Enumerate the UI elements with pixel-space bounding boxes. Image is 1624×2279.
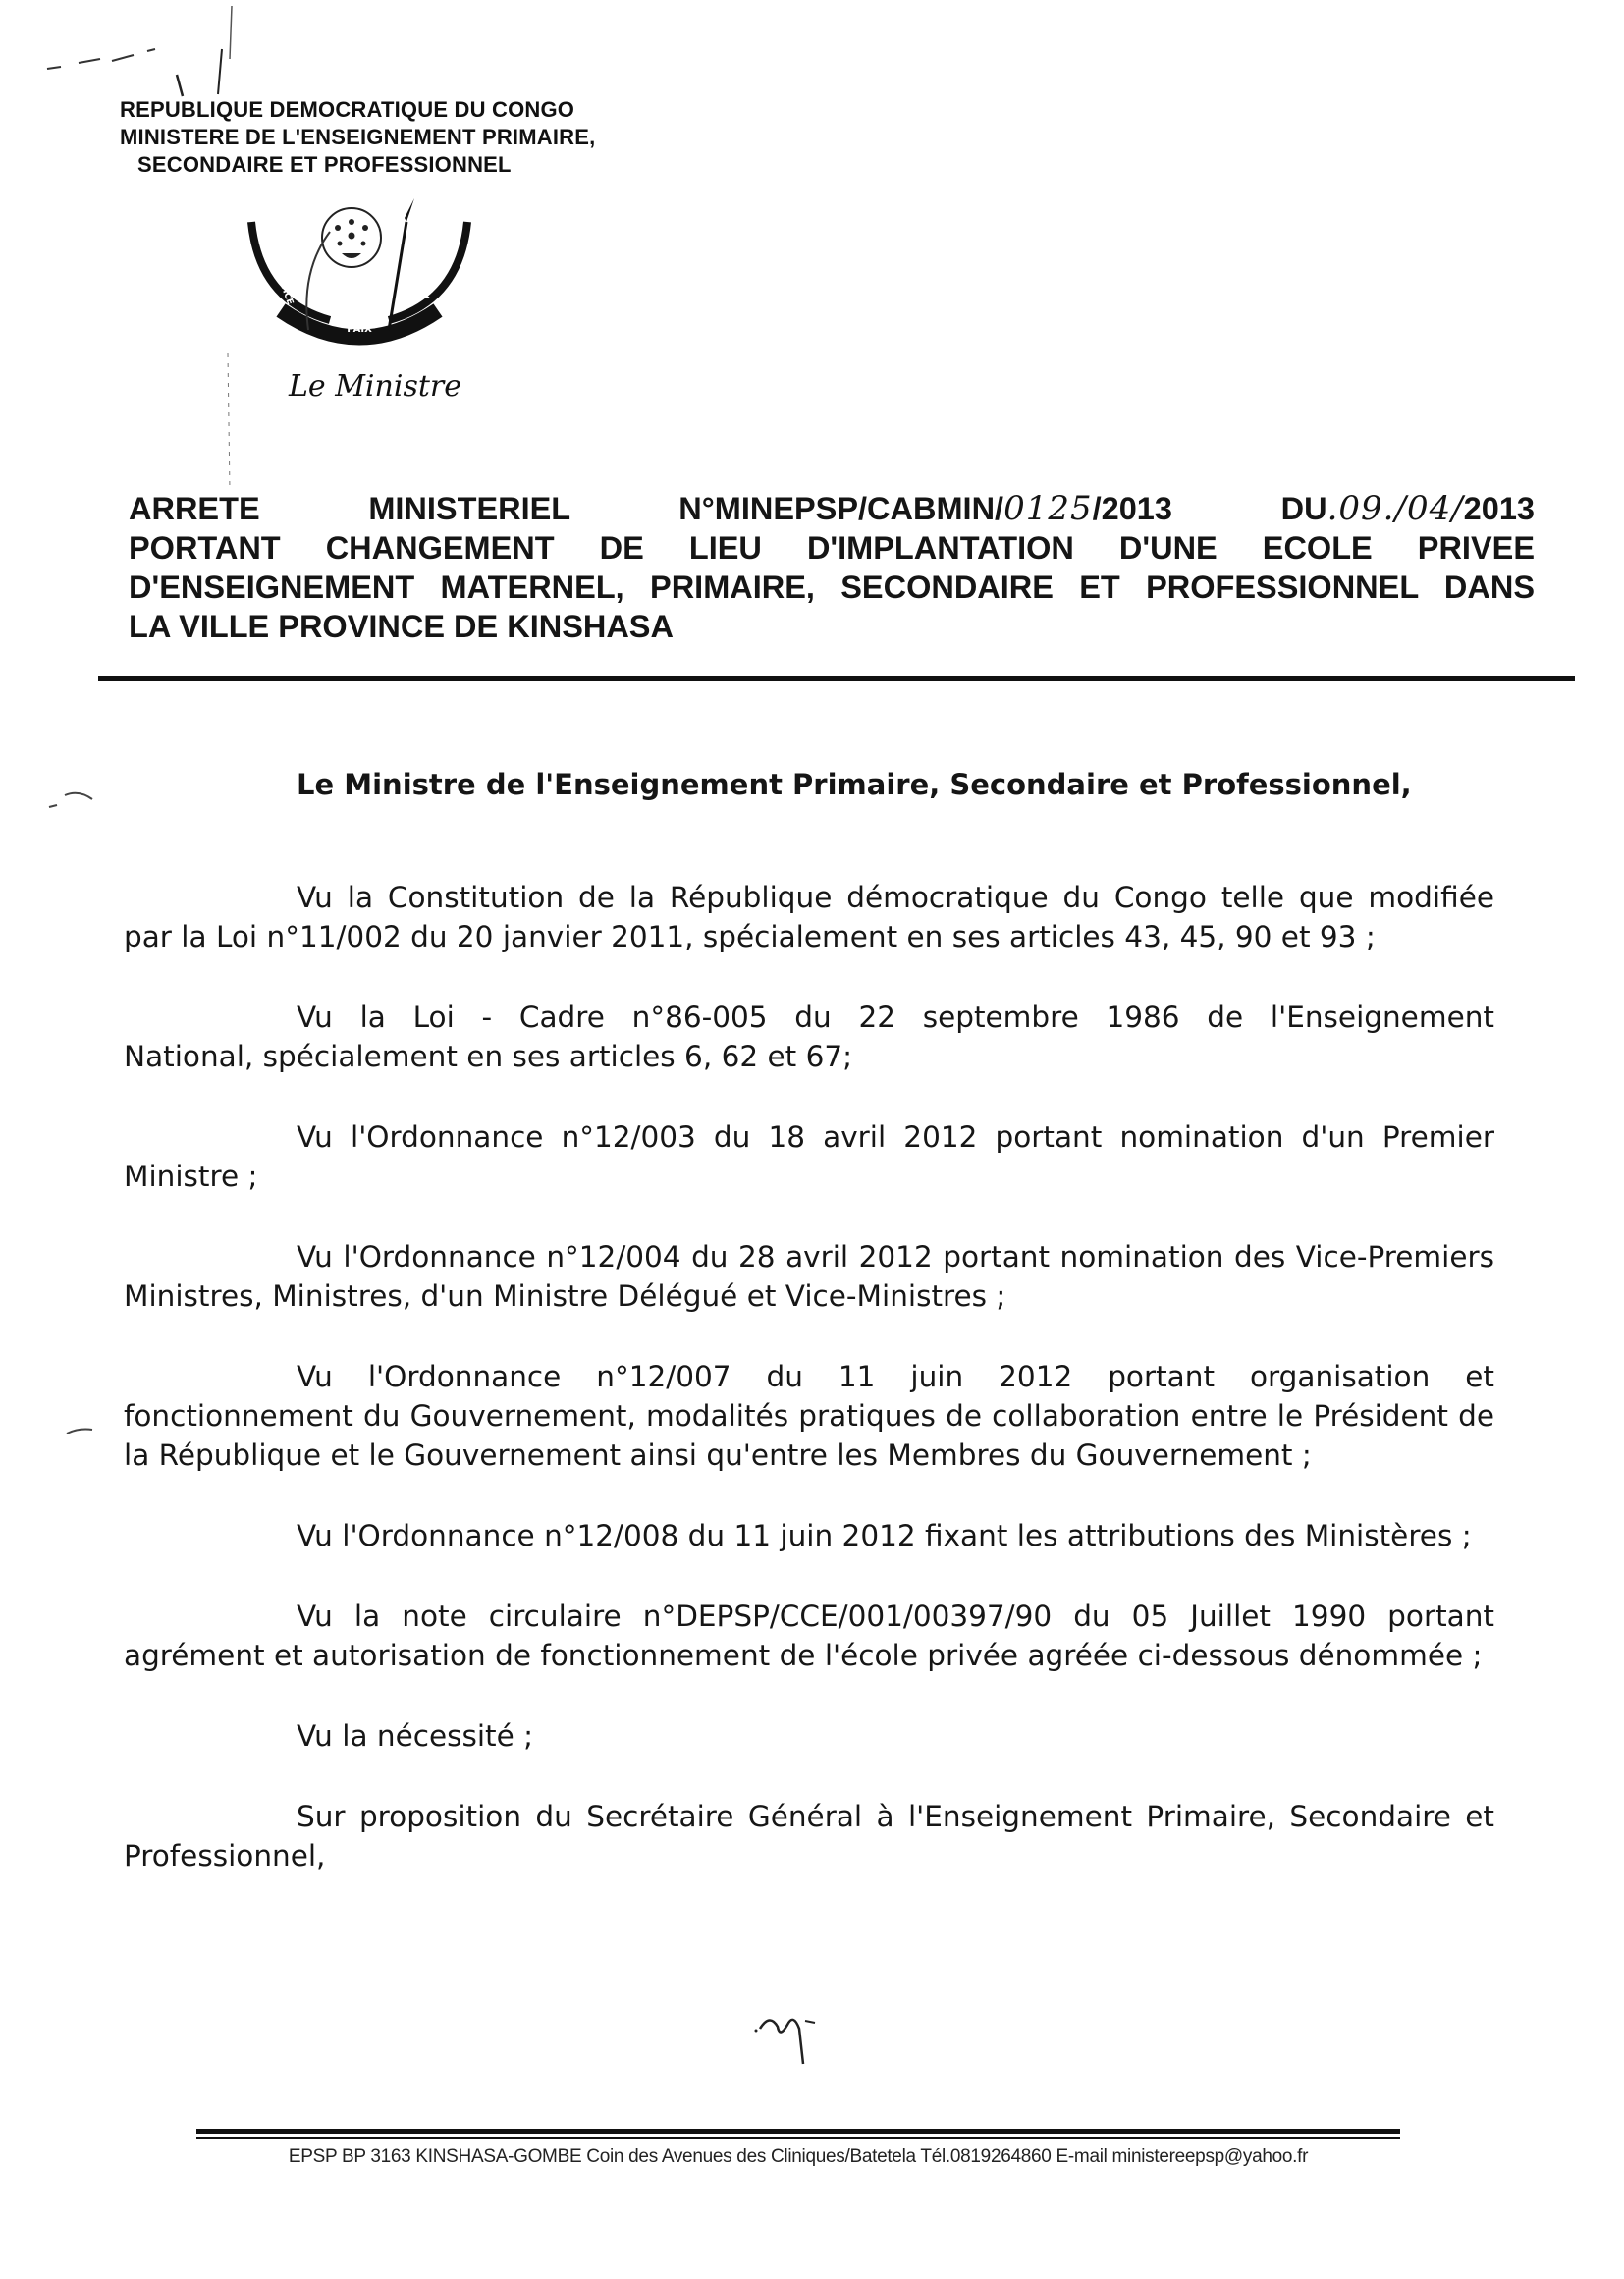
footer-address: EPSP BP 3163 KINSHASA-GOMBE Coin des Avenues des Cliniques/Batetela Tél.0819264860 E-mail ministereepsp@yahoo.fr (288, 2146, 1309, 2167)
motto-justice: JUSTICE (272, 266, 296, 307)
paragraph-first-line: Vu la note circulaire n°DEPSP/CCE/001/00397/90 du 05 Juillet 1990 portant (297, 1600, 1494, 1633)
decree-body (124, 878, 1494, 1917)
paragraph-first-line: Vu l'Ordonnance n°12/007 du 11 juin 2012 portant organisation et (297, 1360, 1494, 1393)
footer-divider-thick (196, 2129, 1400, 2134)
paragraph-ordonnance-12-008 (124, 1516, 1494, 1555)
decree-month-handwritten: /04/ (1394, 489, 1464, 528)
scan-artifact-top (39, 0, 255, 108)
decree-year: /2013 DU (1092, 491, 1327, 526)
paragraph-continuation: par la Loi n°11/002 du 20 janvier 2011, spécialement en ses articles 43, 45, 90 et 93 ; (124, 920, 1376, 953)
signature-block-label: Le Ministre (289, 369, 461, 404)
decree-title-line4: LA VILLE PROVINCE DE KINSHASA (129, 609, 674, 644)
footer-divider-thin (196, 2137, 1400, 2139)
handwritten-initials (750, 1999, 848, 2068)
paragraph-necessite (124, 1716, 1494, 1756)
paragraph-first-line: Vu la nécessité ; (297, 1719, 534, 1753)
decree-day-handwritten: .09. (1326, 489, 1395, 528)
motto-paix: PAIX (347, 324, 372, 335)
paragraph-continuation: fonctionnement du Gouvernement, modalités pratiques de collaboration entre le Président de la République et le Gouvernement ainsi qu'entre les Membres du Gouvernement ; (124, 1399, 1494, 1472)
paragraph-ordonnance-12-007 (124, 1357, 1494, 1475)
decree-number-prefix: ARRETE MINISTERIEL N°MINEPSP/CABMIN/ (129, 491, 1004, 526)
paragraph-first-line: Vu l'Ordonnance n°12/008 du 11 juin 2012 fixant les attributions des Ministères ; (297, 1519, 1472, 1552)
scan-artifact-left (35, 786, 104, 1434)
letterhead (120, 96, 595, 179)
paragraph-continuation: agrément et autorisation de fonctionnement de l'école privée agréée ci-dessous dénommée ; (124, 1639, 1483, 1672)
coat-of-arms-emblem (242, 192, 477, 359)
decree-title (129, 489, 1535, 646)
decree-title-line2: PORTANT CHANGEMENT DE LIEU D'IMPLANTATION D'UNE ECOLE PRIVEE (129, 530, 1535, 566)
paragraph-continuation: Ministre ; (124, 1160, 258, 1193)
paragraph-ordonnance-12-003 (124, 1117, 1494, 1196)
letterhead-ministry-cont: SECONDAIRE ET PROFESSIONNEL (137, 152, 512, 177)
decree-title-line3: D'ENSEIGNEMENT MATERNEL, PRIMAIRE, SECONDAIRE ET PROFESSIONNEL DANS (129, 570, 1535, 605)
paragraph-first-line: Vu la Constitution de la République démocratique du Congo telle que modifiée (297, 881, 1494, 914)
motto-travail: TRAVAIL (421, 259, 446, 302)
minister-heading: Le Ministre de l'Enseignement Primaire, Secondaire et Professionnel, (297, 768, 1412, 801)
paragraph-first-line: Vu l'Ordonnance n°12/004 du 28 avril 2012 portant nomination des Vice-Premiers (297, 1240, 1494, 1274)
decree-date-year: 2013 (1463, 491, 1535, 526)
paragraph-proposition (124, 1797, 1494, 1875)
title-divider (98, 676, 1575, 681)
decree-number-handwritten: 0125 (1003, 489, 1093, 528)
paragraph-continuation: National, spécialement en ses articles 6, 62 et 67; (124, 1040, 853, 1073)
decree-title-line1 (129, 489, 1535, 528)
letterhead-country: REPUBLIQUE DEMOCRATIQUE DU CONGO (120, 97, 575, 122)
letterhead-ministry: MINISTERE DE L'ENSEIGNEMENT PRIMAIRE, (120, 125, 596, 149)
paragraph-constitution (124, 878, 1494, 956)
paragraph-continuation: Professionnel, (124, 1839, 326, 1872)
scan-artifact-vertical (222, 353, 236, 491)
paragraph-first-line: Sur proposition du Secrétaire Général à l'Enseignement Primaire, Secondaire et (297, 1800, 1494, 1833)
paragraph-first-line: Vu la Loi - Cadre n°86-005 du 22 septembre 1986 de l'Enseignement (297, 1001, 1494, 1034)
paragraph-ordonnance-12-004 (124, 1237, 1494, 1316)
paragraph-note-circulaire (124, 1597, 1494, 1675)
paragraph-first-line: Vu l'Ordonnance n°12/003 du 18 avril 2012 portant nomination d'un Premier (297, 1120, 1494, 1154)
paragraph-loi-cadre (124, 998, 1494, 1076)
paragraph-continuation: Ministres, Ministres, d'un Ministre Délégué et Vice-Ministres ; (124, 1279, 1006, 1313)
